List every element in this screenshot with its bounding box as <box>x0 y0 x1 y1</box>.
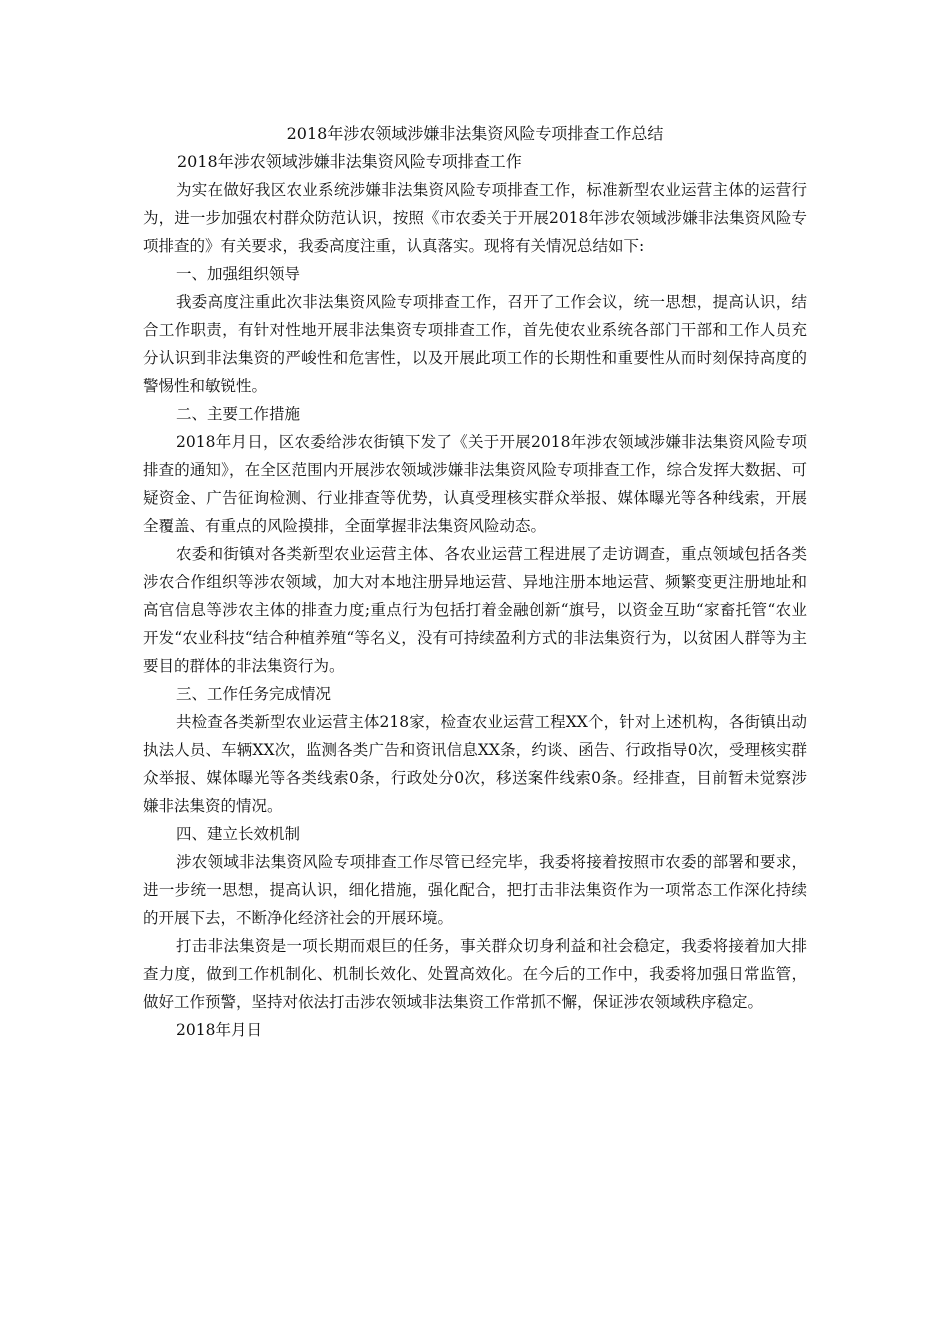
section-heading-completion: 三、工作任务完成情况 <box>176 685 332 703</box>
section-paragraph-completion: 共检查各类新型农业运营主体218家，检查农业运营工程XX个，针对上述机构，各街镇出动执法人员、车辆XX次，监测各类广告和资讯信息XX条，约谈、函告、行政指导0次，受理核实群众举报、媒体曝光等各类线索0条，行政处分0次，移送案件线索0条。经排查，目前暂未觉察涉嫌非法集资的情况。 <box>143 713 807 815</box>
section-heading-measures: 二、主要工作措施 <box>176 405 301 423</box>
section-paragraph-mechanism-2: 打击非法集资是一项长期而艰巨的任务，事关群众切身利益和社会稳定，我委将接着加大排查力度，做到工作机制化、机制长效化、处置高效化。在今后的工作中，我委将加强日常监管，做好工作预警，坚持对依法打击涉农领域非法集资工作常抓不懈，保证涉农领域秩序稳定。 <box>143 937 807 1011</box>
section-paragraph-mechanism-1: 涉农领域非法集资风险专项排查工作尽管已经完毕，我委将接着按照市农委的部署和要求，进一步统一思想，提高认识，细化措施，强化配合，把打击非法集资作为一项常态工作深化持续的开展下去，不断净化经济社会的开展环境。 <box>143 853 807 927</box>
section-paragraph-measures-1: 2018年月日，区农委给涉农街镇下发了《关于开展2018年涉农领域涉嫌非法集资风险专项排查的通知》，在全区范围内开展涉农领域涉嫌非法集资风险专项排查工作，综合发挥大数据、可疑资金、广告征询检测、行业排查等优势，认真受理核实群众举报、媒体曝光等各种线索，开展全覆盖、有重点的风险摸排，全面掌握非法集资风险动态。 <box>143 433 807 535</box>
document-title: 2018年涉农领域涉嫌非法集资风险专项排查工作总结 <box>286 124 664 143</box>
document-date: 2018年月日 <box>176 1021 262 1039</box>
document-subtitle: 2018年涉农领域涉嫌非法集资风险专项排查工作 <box>177 152 522 171</box>
section-heading-mechanism: 四、建立长效机制 <box>176 825 301 843</box>
intro-paragraph: 为实在做好我区农业系统涉嫌非法集资风险专项排查工作，标准新型农业运营主体的运营行为，进一步加强农村群众防范认识，按照《市农委关于开展2018年涉农领域涉嫌非法集资风险专项排查的》有关要求，我委高度注重，认真落实。现将有关情况总结如下: <box>143 181 807 255</box>
section-paragraph-organization: 我委高度注重此次非法集资风险专项排查工作，召开了工作会议，统一思想，提高认识，结合工作职责，有针对性地开展非法集资专项排查工作，首先使农业系统各部门干部和工作人员充分认识到非法集资的严峻性和危害性，以及开展此项工作的长期性和重要性从而时刻保持高度的警惕性和敏锐性。 <box>143 293 807 395</box>
section-heading-organization: 一、加强组织领导 <box>176 265 301 283</box>
document-page <box>143 120 807 1044</box>
section-paragraph-measures-2: 农委和街镇对各类新型农业运营主体、各农业运营工程进展了走访调查，重点领域包括各类涉农合作组织等涉农领域，加大对本地注册异地运营、异地注册本地运营、频繁变更注册地址和高官信息等涉农主体的排查力度;重点行为包括打着金融创新“旗号，以资金互助“家畜托管“农业开发“农业科技“结合种植养殖“等名义，没有可持续盈利方式的非法集资行为，以贫困人群等为主要目的群体的非法集资行为。 <box>143 545 807 675</box>
